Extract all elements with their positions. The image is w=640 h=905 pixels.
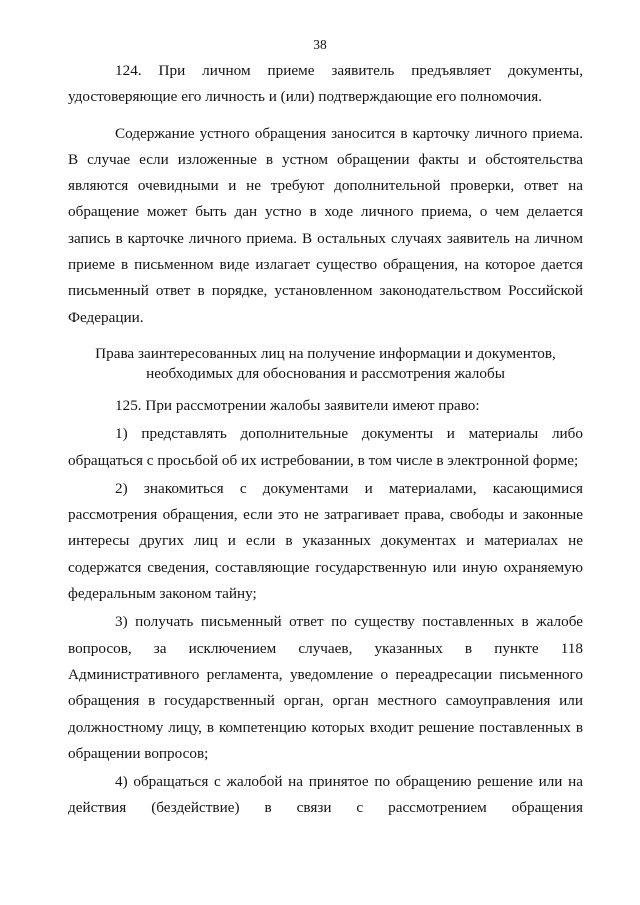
list-item-4: 4) обращаться с жалобой на принятое по обращению решение или на действия (бездействие) в связи с рассмотрением обращения [68,773,583,817]
bottom-text-block [68,393,583,822]
list-item-1: 1) представлять дополнительные документы и материалы либо обращаться с просьбой об их истребовании, в том числе в электронной форме; [68,425,583,469]
paragraph-oral-appeal: Содержание устного обращения заносится в карточку личного приема. В случае если изложенные в устном обращении факты и обстоятельства являются очевидными и не требуют дополнительной проверки, ответ на обращение может быть дан устно в ходе личного приема, о чем делается запись в карточке личного приема. В остальных случаях заявитель на личном приеме в письменном виде излагает существо обращения, на которое дается письменный ответ в порядке, установленном законодательством Российской Федерации. [68,124,583,326]
section-heading-line-2: необходимых для обоснования и рассмотрения жалобы [146,365,505,382]
section-heading [68,344,583,384]
top-text-block [68,58,583,331]
list-item-2: 2) знакомиться с документами и материалами, касающимися рассмотрения обращения, если это не затрагивает права, свободы и законные интересы других лиц и если в указанных документах и материалах не содержатся сведения, составляющие государственную или иную охраняемую федеральным законом тайну; [68,479,583,603]
paragraph-125: 125. При рассмотрении жалобы заявители имеют право: [115,397,480,414]
page-number: 38 [313,37,327,52]
paragraph-124: 124. При личном приеме заявитель предъявляет документы, удостоверяющие его личность и (или) подтверждающие его полномочия. [68,62,583,106]
section-heading-line-1: Права заинтересованных лиц на получение информации и документов, [95,345,556,362]
list-item-3: 3) получать письменный ответ по существу поставленных в жалобе вопросов, за исключением случаев, указанных в пункте 118 Административного регламента, уведомление о переадресации письменного обращения в государственный орган, орган местного самоуправления или должностному лицу, в компетенцию которых входит решение поставленных в обращении вопросов; [68,613,583,762]
